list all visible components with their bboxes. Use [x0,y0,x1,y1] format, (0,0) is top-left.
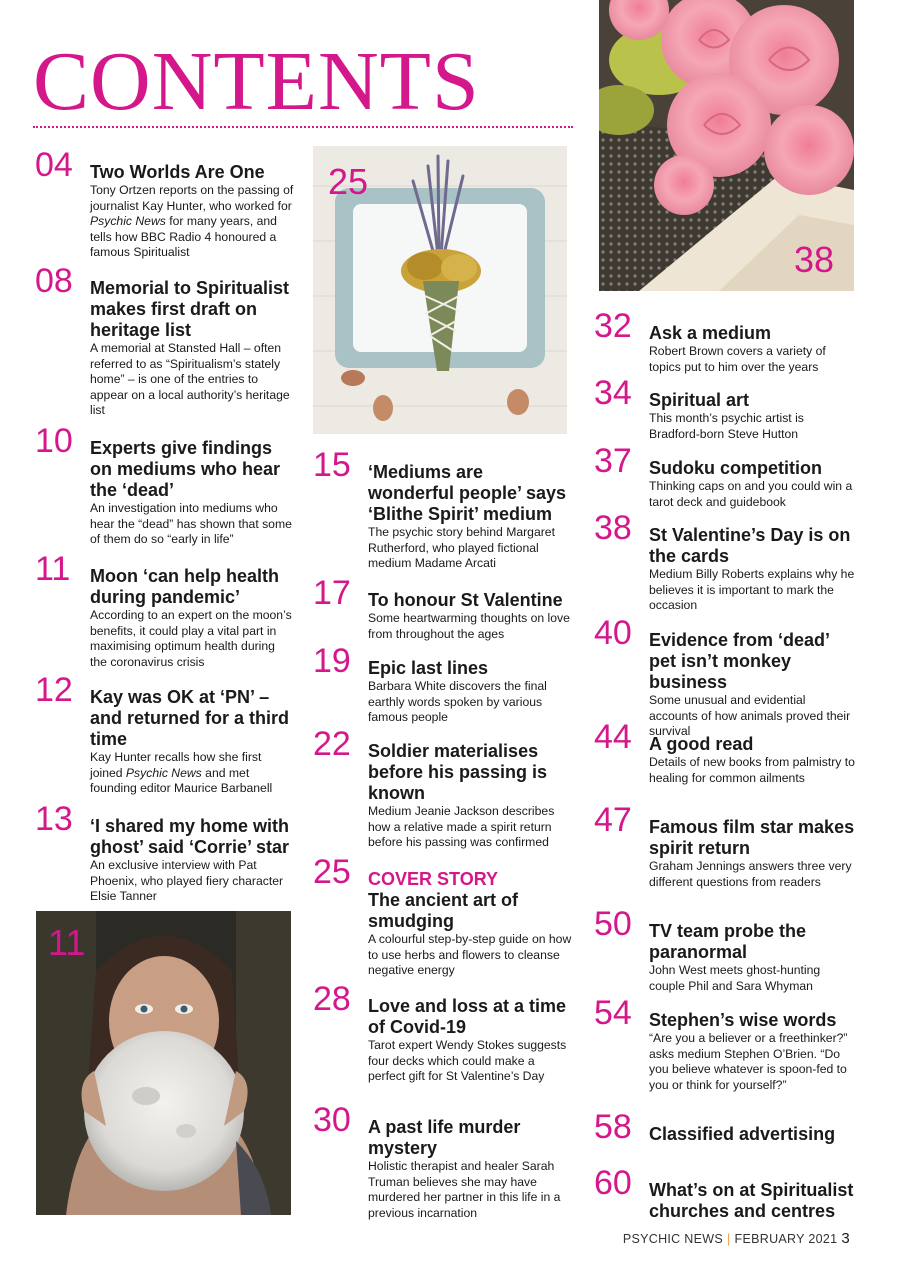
page-number: 40 [594,614,632,652]
entry-title: St Valentine’s Day is on the cards [649,525,851,566]
entry-description: Graham Jennings answers three very different questions from readers [649,859,852,889]
page-number: 13 [35,800,73,838]
footer-separator: | [726,1232,731,1246]
entry-title: Memorial to Spiritualist makes first draft on heritage list [90,278,290,340]
page-number: 15 [313,446,351,484]
toc-entry[interactable] [594,1166,856,1222]
page-number: 44 [594,718,632,756]
entry-title: Soldier materialises before his passing is known [368,741,548,803]
toc-entry[interactable] [35,148,295,261]
page-title: CONTENTS [33,35,480,128]
toc-entry[interactable] [594,376,856,442]
page-number: 04 [35,146,73,184]
toc-entry[interactable] [313,448,573,572]
entry-description: “Are you a believer or a freethinker?” asks medium Stephen O’Brien. “Do you believe whatever is spoon-fed to you or think for yourself?” [649,1031,848,1092]
entry-title: Epic last lines [368,658,489,678]
page-footer [623,1230,850,1247]
toc-entry[interactable] [35,264,295,419]
page-number: 60 [594,1164,632,1202]
entry-title: Evidence from ‘dead’ pet isn’t monkey business [649,630,830,692]
entry-title: Sudoku competition [649,458,822,478]
roses-photo [599,0,854,291]
moon-photo [36,911,291,1215]
page-number: 58 [594,1108,632,1146]
entry-description: John West meets ghost-hunting couple Phil and Sara Whyman [649,963,821,993]
entry-title: ‘Mediums are wonderful people’ says ‘Blithe Spirit’ medium [368,462,567,524]
toc-entry[interactable] [313,982,573,1085]
page-number: 34 [594,374,632,412]
entry-description: Kay Hunter recalls how she first joined Psychic News and met founding editor Maurice Barbanell [90,750,273,795]
toc-entry[interactable] [35,552,295,670]
entry-title: A good read [649,734,754,754]
toc-entry[interactable] [313,576,573,642]
entry-description: Medium Billy Roberts explains why he believes it is important to mark the occasion [649,567,855,612]
entry-description: An investigation into mediums who hear the “dead” has shown that some of them do so “early in life” [90,501,292,546]
entry-description: According to an expert on the moon’s benefits, it could play a vital part in maximising optimum health during the coronavirus crisis [90,608,292,669]
entry-title: Kay was OK at ‘PN’ – and returned for a third time [90,687,290,749]
page-number: 08 [35,262,73,300]
page-number: 10 [35,422,73,460]
toc-entry[interactable] [594,444,856,510]
entry-description: A colourful step-by-step guide on how to use herbs and flowers to cleanse negative energy [368,932,572,977]
entry-description: Holistic therapist and healer Sarah Truman believes she may have murdered her partner in this life in a previous incarnation [368,1159,561,1220]
entry-description: Tarot expert Wendy Stokes suggests four decks which could make a perfect gift for St Valentine’s Day [368,1038,567,1083]
entry-description: The psychic story behind Margaret Rutherford, who played fictional medium Madame Arcati [368,525,555,570]
entry-title: ‘I shared my home with ghost’ said ‘Corrie’ star [90,816,290,857]
photo-page-number: 38 [794,239,835,280]
entry-title: Spiritual art [649,390,750,410]
entry-description: Tony Ortzen reports on the passing of journalist Kay Hunter, who worked for Psychic News for many years, and tells how BBC Radio 4 honoured a famous Spiritualist [90,183,294,259]
entry-description: Some heartwarming thoughts on love from throughout the ages [368,611,570,641]
dotted-divider [33,126,573,128]
entry-title: Ask a medium [649,323,772,343]
toc-entry[interactable] [594,309,856,375]
entry-title: To honour St Valentine [368,590,563,610]
publication-name: PSYCHIC NEWS [622,1232,723,1246]
page-number: 11 [35,550,71,588]
entry-title: Love and loss at a time of Covid-19 [368,996,567,1037]
entry-description: Details of new books from palmistry to healing for common ailments [649,755,855,785]
folio-page-number: 3 [841,1230,850,1247]
page-number: 30 [313,1101,351,1139]
smudge-photo [313,146,567,434]
entry-description: Barbara White discovers the final earthly words spoken by various famous people [368,679,547,724]
page-number: 54 [594,994,632,1032]
page-number: 12 [35,671,73,709]
page-number: 50 [594,905,632,943]
toc-entry[interactable] [35,424,295,548]
entry-title: Moon ‘can help health during pandemic’ [90,566,280,607]
entry-title: Two Worlds Are One [90,162,265,182]
entry-title: The ancient art of smudging [368,890,519,931]
toc-entry[interactable] [313,1103,573,1221]
entry-description: An exclusive interview with Pat Phoenix, who played fiery character Elsie Tanner [90,858,284,903]
entry-title: A past life murder mystery [368,1117,521,1158]
page-number: 38 [594,509,632,547]
page-number: 17 [313,574,351,612]
toc-entry[interactable] [35,673,295,797]
entry-description: Thinking caps on and you could win a tarot deck and guidebook [649,479,853,509]
page-number: 25 [313,853,351,891]
entry-title: Experts give findings on mediums who hear the ‘dead’ [90,438,281,500]
toc-entry[interactable] [313,644,573,726]
entry-title: TV team probe the paranormal [649,921,807,962]
entry-description: This month’s psychic artist is Bradford-born Steve Hutton [649,411,804,441]
page-number: 37 [594,442,632,480]
entry-description: Robert Brown covers a variety of topics put to him over the years [649,344,826,374]
issue-date: FEBRUARY 2021 [734,1232,838,1246]
page-number: 22 [313,725,351,763]
toc-entry[interactable] [594,803,856,890]
page-number: 32 [594,307,632,345]
entry-title: Classified advertising [649,1124,836,1144]
page-number: 28 [313,980,351,1018]
toc-entry[interactable] [594,996,856,1093]
entry-description: Some unusual and evidential accounts of how animals proved their survival [649,693,851,738]
page-number: 47 [594,801,632,839]
toc-entry[interactable] [313,727,573,851]
toc-entry[interactable] [313,855,573,979]
entry-description: Medium Jeanie Jackson describes how a relative made a spirit return before his passing was confirmed [368,804,555,849]
entry-description: A memorial at Stansted Hall – often referred to as “Spiritualism’s stately home” – is one of the entries to appear on a local authority’s heritage list [90,341,290,417]
page-number: 19 [313,642,351,680]
photo-page-number: 25 [328,161,369,202]
cover-story-label: COVER STORY [368,869,499,889]
entry-title: Stephen’s wise words [649,1010,837,1030]
toc-entry[interactable] [594,720,856,786]
entry-title: Famous film star makes spirit return [649,817,855,858]
entry-title: What’s on at Spiritualist churches and centres [649,1180,854,1221]
toc-entry[interactable] [35,802,295,905]
toc-entry[interactable] [594,907,856,994]
photo-page-number: 11 [48,922,86,963]
toc-entry[interactable] [594,511,856,614]
toc-entry[interactable] [594,1110,856,1145]
